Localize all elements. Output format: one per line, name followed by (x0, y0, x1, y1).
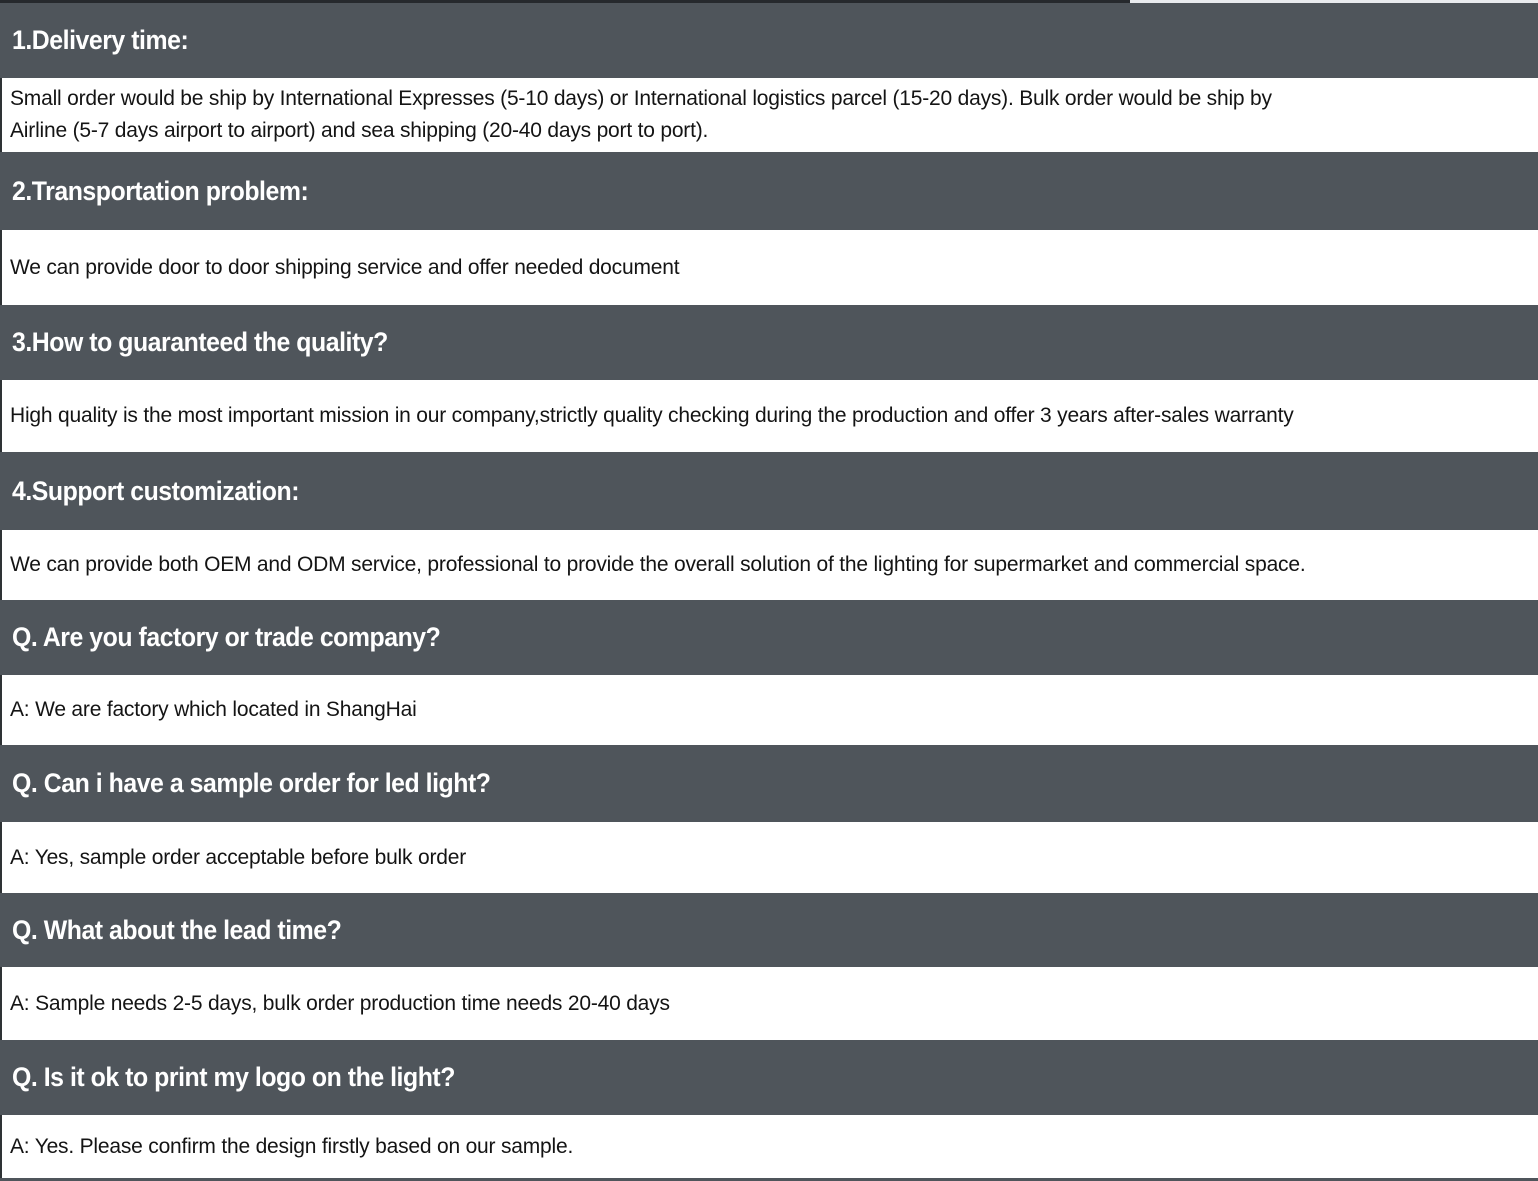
question-bar-quality (0, 305, 1538, 380)
question-text: Q. What about the lead time? (12, 914, 342, 945)
answer-row-lead-time (0, 967, 1538, 1040)
answer-text: We can provide door to door shipping service and offer needed document (10, 255, 680, 279)
answer-text-line: Airline (5-7 days airport to airport) and sea shipping (20-40 days port to port). (10, 119, 709, 142)
answer-row-customization (0, 530, 1538, 600)
answer-row-sample-order (0, 822, 1538, 893)
top-border (0, 0, 1538, 3)
question-bar-print-logo (0, 1040, 1538, 1115)
answer-row-print-logo (0, 1115, 1538, 1178)
answer-text: High quality is the most important mission in our company,strictly quality checking during the production and offer 3 years after-sales warranty (10, 404, 1294, 427)
question-bar-lead-time (0, 893, 1538, 967)
answer-row-transportation (0, 230, 1538, 305)
answer-text-line: Small order would be ship by International Expresses (5-10 days) or International logistics parcel (15-20 days). Bulk order would be ship by (10, 87, 1272, 110)
question-bar-customization (0, 452, 1538, 530)
answer-text: A: Sample needs 2-5 days, bulk order production time needs 20-40 days (10, 991, 670, 1015)
question-bar-delivery-time (0, 3, 1538, 78)
top-border-dark-segment (0, 0, 1130, 3)
question-bar-sample-order (0, 745, 1538, 822)
answer-row-delivery-time (0, 78, 1538, 152)
question-bar-factory-or-trade (0, 600, 1538, 675)
question-bar-transportation (0, 152, 1538, 230)
answer-row-quality (0, 380, 1538, 452)
top-border-light-segment (1130, 0, 1538, 3)
answer-text: A: Yes, sample order acceptable before bulk order (10, 845, 466, 869)
question-text: 3.How to guaranteed the quality? (12, 327, 388, 357)
answer-text: A: We are factory which located in ShangHai (10, 698, 417, 721)
question-text: Q. Can i have a sample order for led light? (12, 768, 491, 798)
answer-row-factory-or-trade (0, 675, 1538, 745)
question-text: Q. Are you factory or trade company? (12, 622, 441, 652)
question-text: 2.Transportation problem: (12, 175, 309, 206)
answer-text: A: Yes. Please confirm the design firstly based on our sample. (10, 1134, 574, 1158)
question-text: 1.Delivery time: (12, 25, 189, 55)
question-text: Q. Is it ok to print my logo on the light? (12, 1062, 455, 1092)
answer-text: We can provide both OEM and ODM service, professional to provide the overall solution of the lighting for supermarket and commercial space. (10, 553, 1306, 576)
question-text: 4.Support customization: (12, 475, 300, 506)
